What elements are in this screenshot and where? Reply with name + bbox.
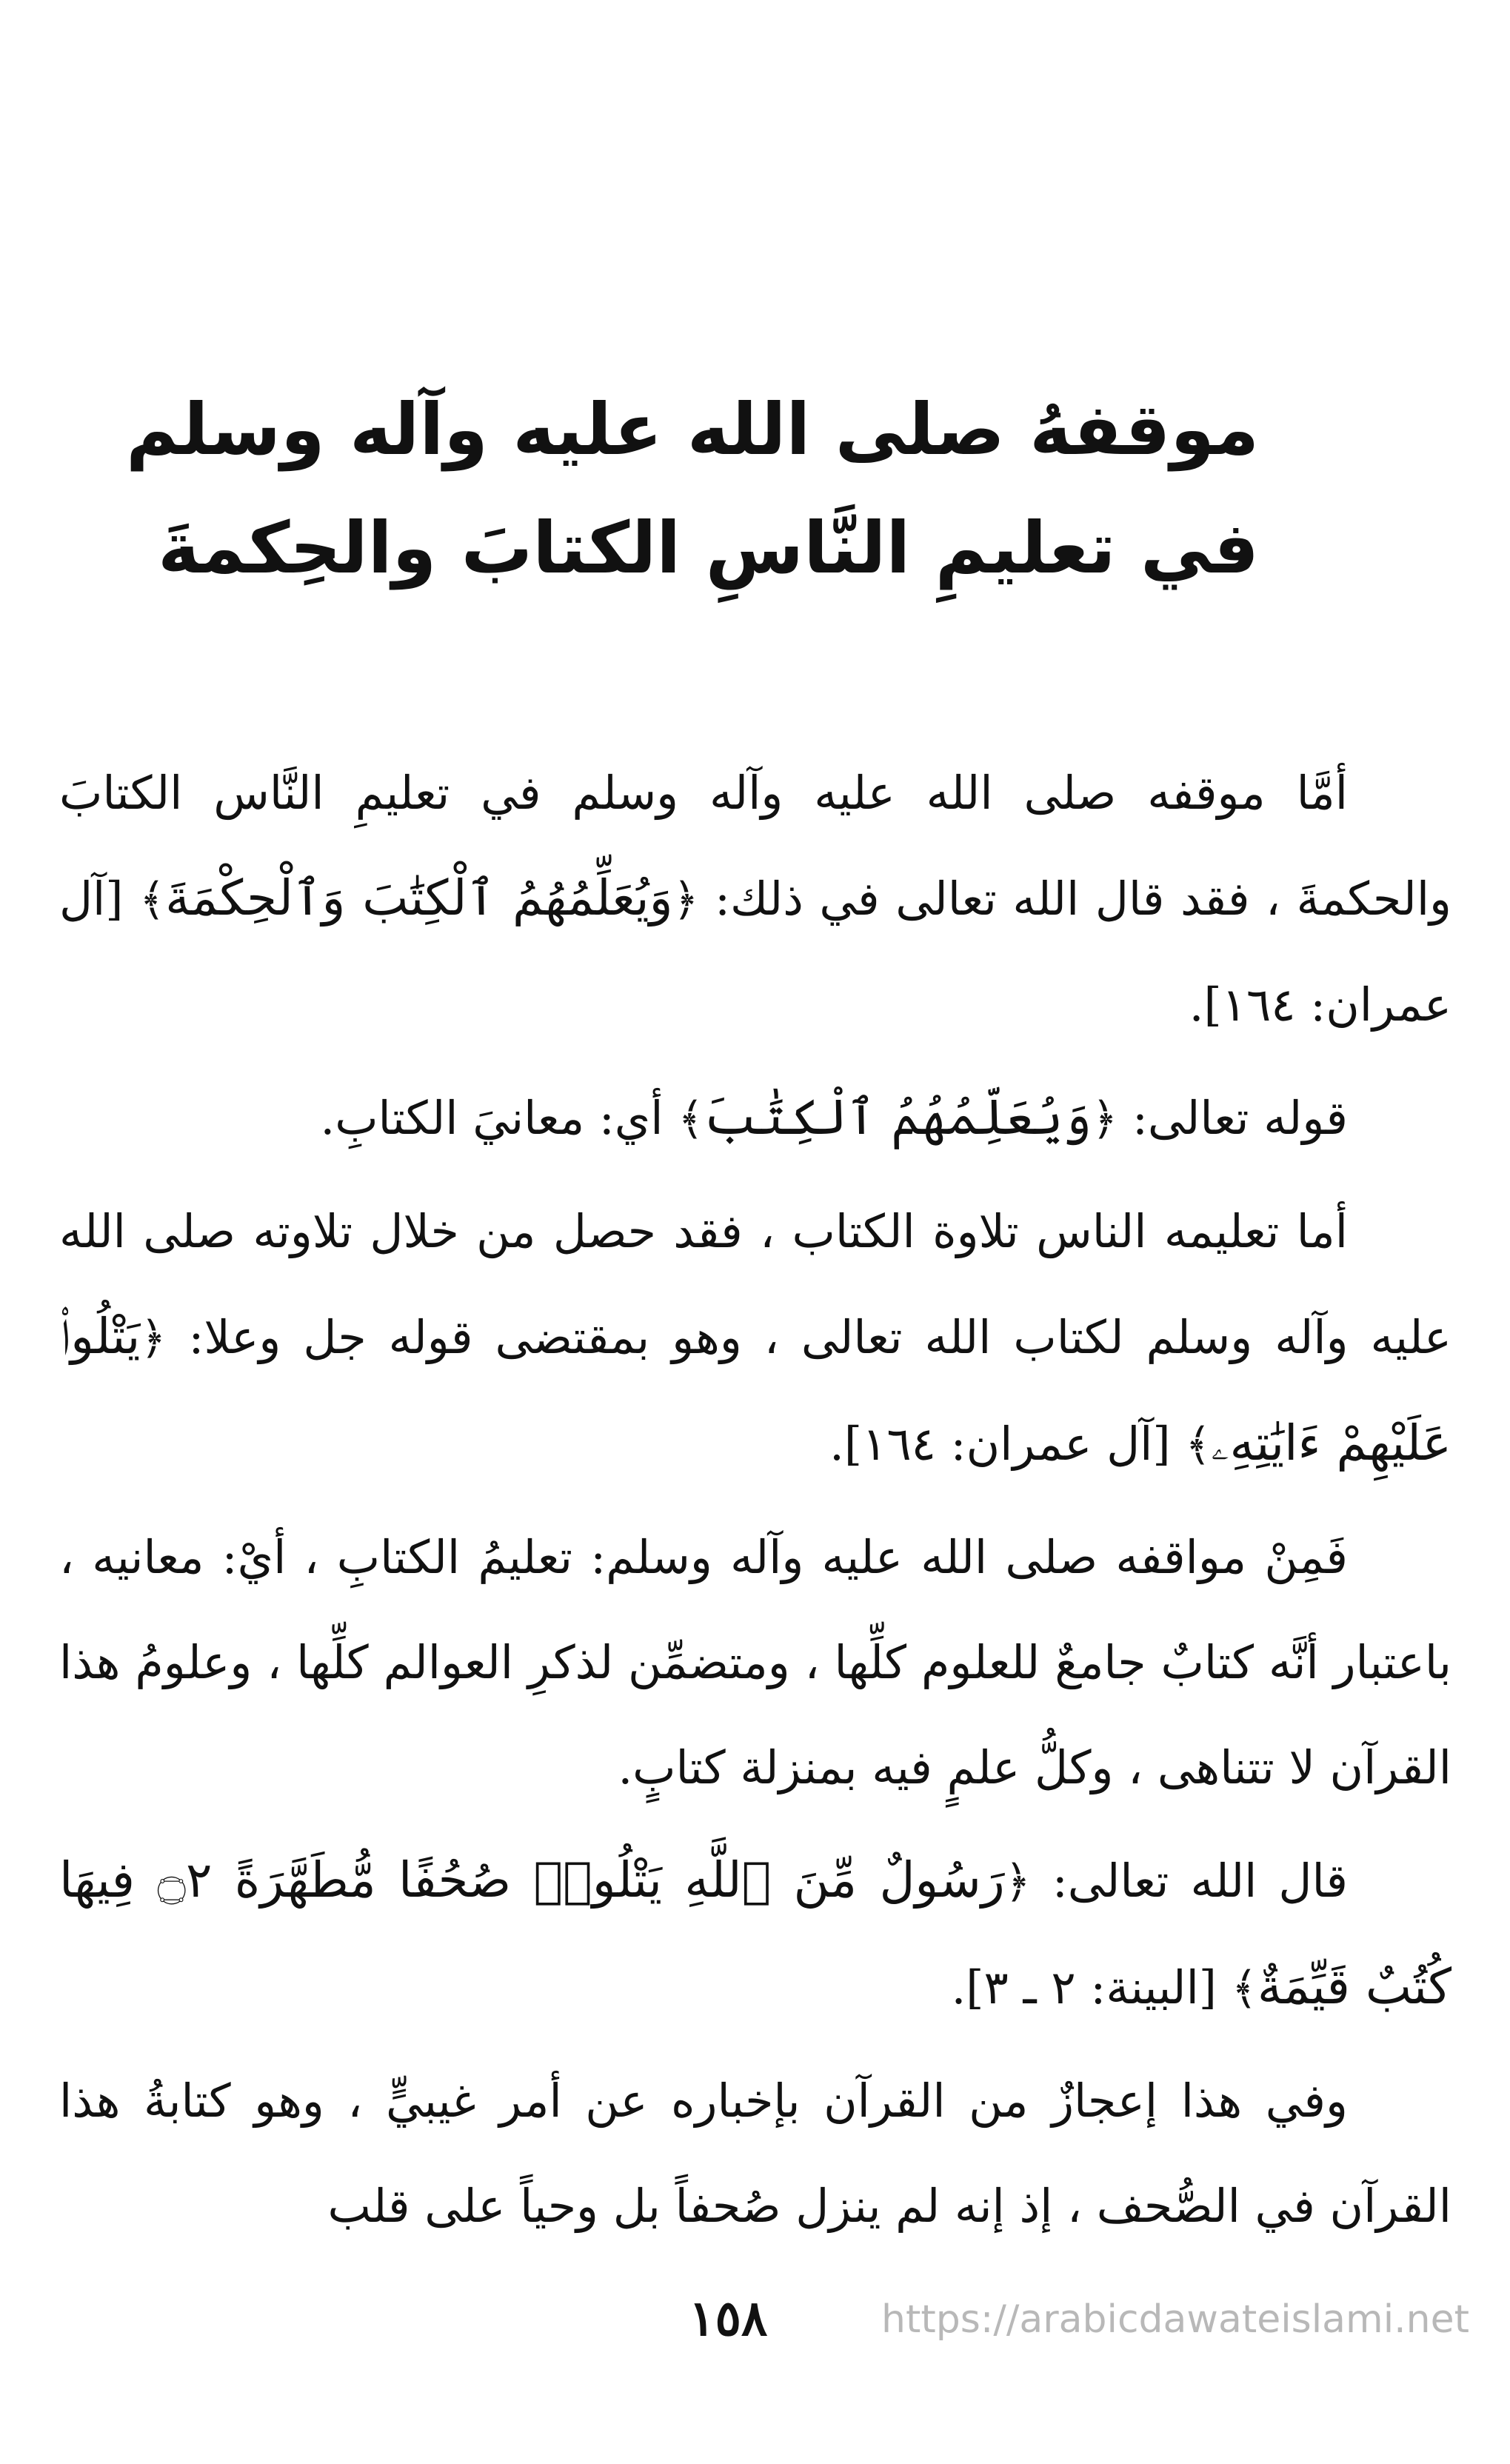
paragraph-3 bbox=[59, 1179, 1451, 1498]
verse-reference: [آل عمران: ١٦٤]. bbox=[59, 872, 1451, 1032]
quran-verse: وَيُعَلِّمُهُمُ ٱلْكِتَٰبَ وَٱلْحِكْمَةَ bbox=[165, 869, 673, 926]
ayah-open-bracket: ﴿ bbox=[672, 874, 699, 926]
paragraph-2 bbox=[59, 1065, 1451, 1172]
quran-verse: وَيُعَلِّمُهُمُ ٱلْكِتَٰبَ bbox=[704, 1089, 1092, 1146]
paragraph-6 bbox=[59, 2049, 1451, 2259]
ayah-close-bracket: ﴾ bbox=[678, 1093, 704, 1145]
quran-verse: يَتْلُوا۟ عَلَيْهِمْ ءَايَٰتِهِۦ bbox=[59, 1308, 1451, 1472]
ayah-open-bracket: ﴿ bbox=[1092, 1093, 1118, 1145]
chapter-title-line-2: في تعليمِ النَّاسِ الكتابَ والحِكمةَ bbox=[158, 507, 1259, 590]
paragraph-text: قال الله تعالى: bbox=[1030, 1854, 1349, 1908]
paragraph-text: أمَّا موقفه صلى الله عليه وآله وسلم في تعليمِ النَّاس الكتابَ والحكمةَ ، فقد قال الله تعالى في ذلك: bbox=[59, 766, 1451, 926]
chapter-title bbox=[126, 370, 1259, 607]
ayah-open-bracket: ﴿ bbox=[1004, 1856, 1031, 1908]
ayah-close-bracket: ﴾ bbox=[139, 874, 166, 926]
paragraph-text: قوله تعالى: bbox=[1118, 1091, 1348, 1145]
paragraph-text: وفي هذا إعجازٌ من القرآن بإخباره عن أمر غيبيٍّ ، وهو كتابةُ هذا القرآن في الصُّحف ، إذ إنه لم ينزل صُحفاً بل وحياً على قلب bbox=[59, 2074, 1451, 2233]
paragraph-text: فَمِنْ مواقفه صلى الله عليه وآله وسلم: تعليمُ الكتابِ ، أيْ: معانيه ، باعتبار أنَّه كتابٌ جامعٌ للعلوم كلِّها ، ومتضمِّن لذكرِ العوالم كلِّها ، وعلومُ هذا القرآن لا تتناهى ، وكلُّ علمٍ فيه بمنزلة كتابٍ. bbox=[59, 1530, 1451, 1794]
quran-verse: رَسُولٌ مِّنَ ٱللَّهِ يَتْلُوا۟ صُحُفًا مُّطَهَّرَةً ۝٢ فِيهَا كُتُبٌ قَيِّمَةٌ bbox=[59, 1852, 1451, 2015]
paragraph-text-end: أي: معانيَ الكتابِ. bbox=[320, 1091, 678, 1145]
verse-reference: [آل عمران: ١٦٤]. bbox=[829, 1417, 1186, 1471]
paragraph-5 bbox=[59, 1828, 1451, 2041]
paragraph-4 bbox=[59, 1505, 1451, 1820]
verse-reference: [البينة: ٢ ـ ٣]. bbox=[951, 1960, 1232, 2014]
ayah-open-bracket: ﴿ bbox=[140, 1312, 167, 1364]
chapter-title-line-1: موقفهُ صلى الله عليه وآله وسلم bbox=[126, 388, 1259, 471]
watermark-url: https://arabicdawateislami.net bbox=[881, 2297, 1470, 2342]
ayah-close-bracket: ﴾ bbox=[1231, 1963, 1257, 2014]
body-text bbox=[59, 741, 1451, 2259]
page-number: ١٥٨ bbox=[689, 2289, 768, 2347]
paragraph-1 bbox=[59, 741, 1451, 1058]
ayah-close-bracket: ﴾ bbox=[1185, 1419, 1212, 1471]
paragraph-text: أما تعليمه الناس تلاوة الكتاب ، فقد حصل من خلال تلاوته صلى الله عليه وآله وسلم لكتاب الله تعالى ، وهو بمقتضى قوله جل وعلا: bbox=[59, 1204, 1451, 1364]
page-footer bbox=[0, 2281, 1510, 2355]
